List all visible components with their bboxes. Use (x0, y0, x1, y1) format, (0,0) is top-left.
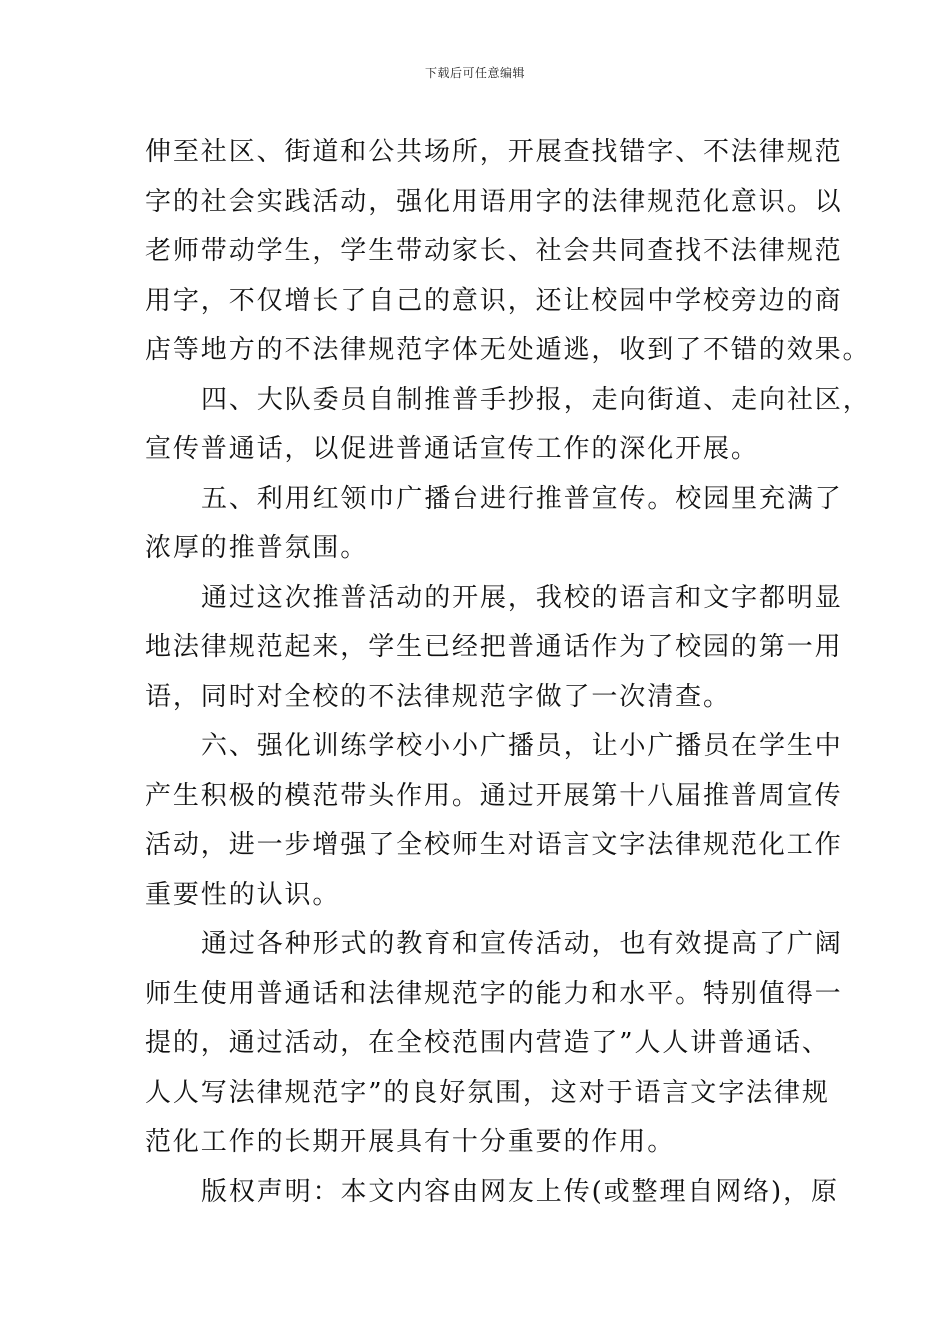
text-line: 浓厚的推普氛围。 (145, 533, 369, 563)
text-line: 字的社会实践活动，强化用语用字的法律规范化意识。以 (145, 186, 843, 217)
text-line: 师生使用普通话和法律规范字的能力和水平。特别值得一 (145, 978, 843, 1009)
text-line: 地法律规范起来，学生已经把普通话作为了校园的第一用 (145, 632, 843, 662)
paragraph-start-line: 通过这次推普活动的开展，我校的语言和文字都明显 (201, 582, 843, 613)
text-line: 范化工作的长期开展具有十分重要的作用。 (145, 1127, 676, 1157)
text-line: 产生积极的模范带头作用。通过开展第十八届推普周宣传 (145, 780, 843, 811)
text-line: 活动，进一步增强了全校师生对语言文字法律规范化工作 (145, 830, 843, 860)
text-line: 宣传普通话，以促进普通话宣传工作的深化开展。 (145, 434, 759, 464)
text-line: 老师带动学生，学生带动家长、社会共同查找不法律规范 (145, 236, 843, 266)
text-line: 提的，通过活动，在全校范围内营造了”人人讲普通话、 (145, 1028, 830, 1058)
text-line: 人人写法律规范字”的良好氛围，这对于语言文字法律规 (145, 1077, 830, 1108)
text-line: 用字，不仅增长了自己的意识，还让校园中学校旁边的商 (145, 285, 843, 316)
page-header-note: 下载后可任意编辑 (424, 66, 525, 80)
paragraph-start-line: 五、利用红领巾广播台进行推普宣传。校园里充满了 (201, 483, 843, 514)
text-line: 店等地方的不法律规范字体无处遁逃，收到了不错的效果。 (145, 335, 871, 365)
paragraph-start-line: 六、强化训练学校小小广播员，让小广播员在学生中 (201, 731, 843, 761)
text-line: 语，同时对全校的不法律规范字做了一次清查。 (145, 681, 731, 712)
paragraph-start-line: 四、大队委员自制推普手抄报，走向街道、走向社区， (201, 384, 871, 415)
copyright-notice-line: 版权声明：本文内容由网友上传(或整理自网络)，原 (201, 1176, 839, 1207)
paragraph-start-line: 通过各种形式的教育和宣传活动，也有效提高了广阔 (201, 929, 843, 959)
text-line: 重要性的认识。 (145, 879, 341, 910)
document-body (145, 128, 871, 1217)
text-line: 伸至社区、街道和公共场所，开展查找错字、不法律规范 (145, 137, 843, 167)
